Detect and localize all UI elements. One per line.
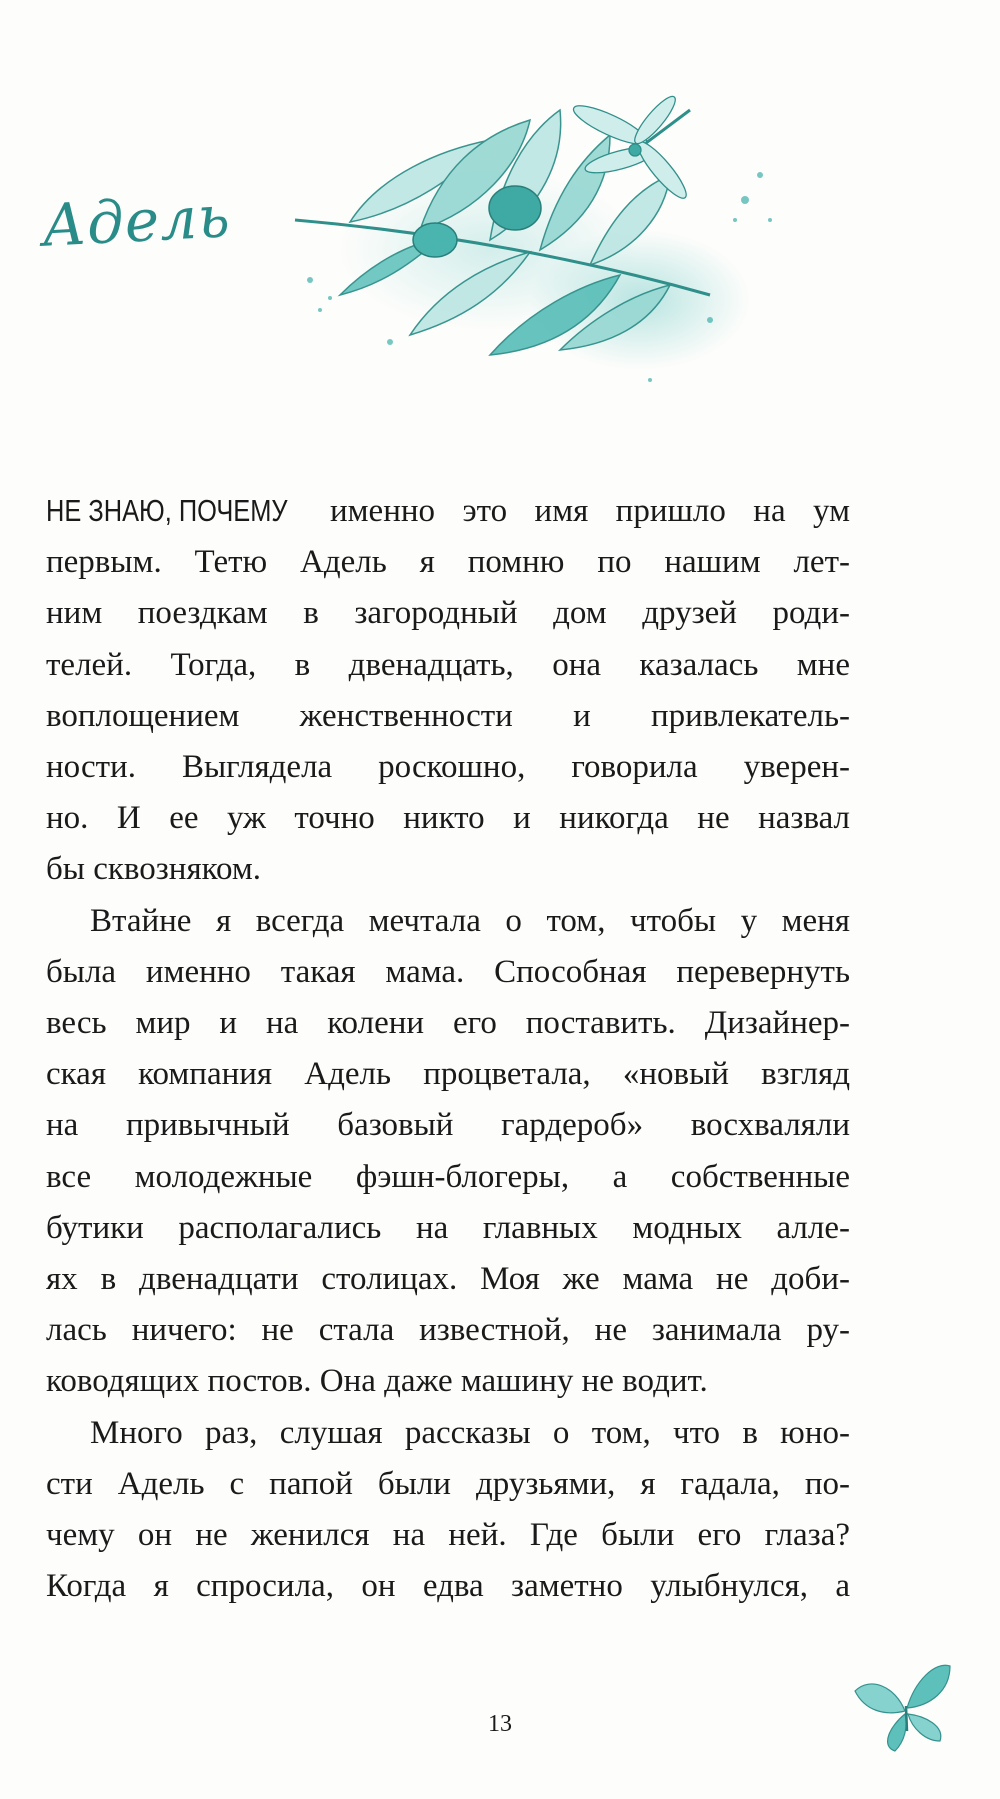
text-line: была именно такая мама. Способная перевернуть [46, 953, 850, 990]
text-line: ним поездкам в загородный дом друзей роди- [46, 595, 850, 632]
text-line: весь мир и на колени его поставить. Дизайнер- [46, 1005, 850, 1042]
chapter-title: Адель [40, 182, 233, 260]
text-line: на привычный базовый гардероб» восхваляли [46, 1107, 850, 1144]
paragraph-2 [46, 896, 850, 1408]
text-line: ности. Выглядела роскошно, говорила уверен- [46, 749, 850, 786]
text-line: воплощением женственности и привлекатель- [46, 697, 850, 734]
text-line: сти Адель с папой были друзьями, я гадала, по- [46, 1465, 850, 1502]
text-line: первым. Тетю Адель я помню по нашим лет- [46, 544, 850, 581]
text-line: телей. Тогда, в двенадцать, она казалась мне [46, 646, 850, 683]
text-line: все молодежные фэшн-блогеры, а собственные [46, 1158, 850, 1195]
text-line: Когда я спросила, он едва заметно улыбнулся, а [46, 1568, 850, 1605]
text-line: но. И ее уж точно никто и никогда не назвал [46, 800, 850, 837]
butterfly-icon [850, 1656, 960, 1756]
lead-in-caps: НЕ ЗНАЮ, ПОЧЕМУ [46, 493, 288, 528]
page-number: 13 [488, 1711, 512, 1737]
text-line: Втайне я всегда мечтала о том, чтобы у меня [90, 902, 850, 939]
text-line: ская компания Адель процветала, «новый взгляд [46, 1056, 850, 1093]
paragraph-3 [46, 1408, 850, 1613]
text-line: чему он не женился на ней. Где были его глаза? [46, 1517, 850, 1554]
text-line: лась ничего: не стала известной, не занимала ру- [46, 1312, 850, 1349]
paragraph-1: НЕ ЗНАЮ, ПОЧЕМУ именно это имя пришло на ум первым. Тетю Адель я помню по нашим лет- ним поездкам в загородный дом друзей роди- телей. Тогда, в двенадцать, она казалась мне воплощением женственности и привлекатель- ности. Выглядела роскошно, говорила уверен- но. И ее уж точно никто и никогда не назвал бы сквозняком. [46, 485, 850, 896]
text-line: ях в двенадцати столицах. Моя же мама не доби- [46, 1261, 850, 1298]
olive-branch-icon [290, 80, 790, 410]
text-line: бутики располагались на главных модных алле- [46, 1209, 850, 1246]
text-line: Много раз, слушая рассказы о том, что в юно- [90, 1414, 850, 1451]
text-line: бы сквозняком. [46, 851, 261, 888]
text-line: ководящих постов. Она даже машину не водит. [46, 1363, 708, 1400]
chapter-body [46, 485, 850, 1612]
